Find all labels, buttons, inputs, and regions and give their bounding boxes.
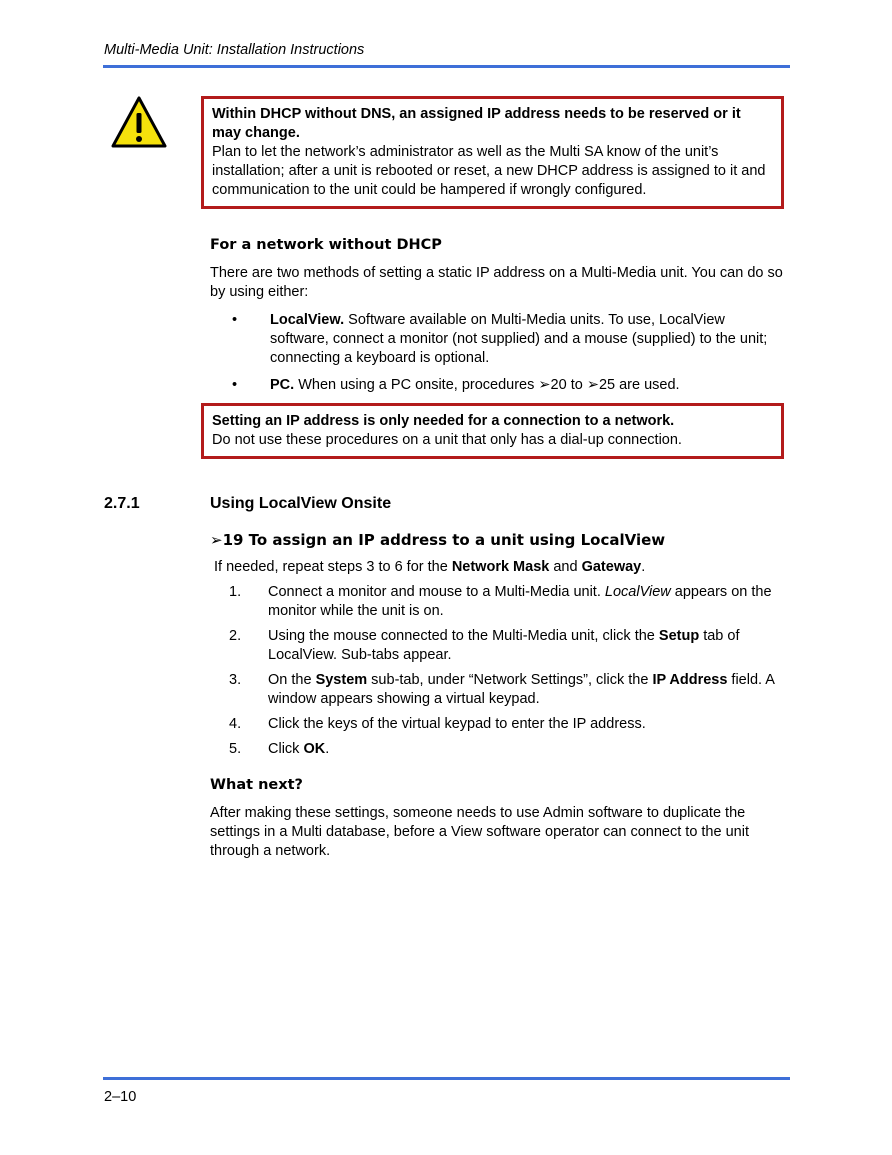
bullet-localview: LocalView. Software available on Multi-Media units. To use, LocalView software, connect a monitor (not supplied) and a mouse (supplied) to the unit; connecting a keyboard is optional. <box>270 312 768 366</box>
warning-box <box>201 96 784 209</box>
procedure-heading: ➢19 To assign an IP address to a unit using LocalView <box>210 531 666 549</box>
warning-triangle-icon <box>110 95 168 149</box>
step-2: Using the mouse connected to the Multi-Media unit, click the Setup tab of LocalView. Sub-tabs appear. <box>268 628 740 663</box>
what-next-text: After making these settings, someone needs to use Admin software to duplicate the settings in a Multi database, before a View software operator can connect to the unit through a network. <box>210 805 749 859</box>
note-bold: Setting an IP address is only needed for a connection to a network. <box>212 413 675 429</box>
no-dhcp-intro: There are two methods of setting a static IP address on a Multi-Media unit. You can do so by using either: <box>210 265 783 300</box>
step-1: Connect a monitor and mouse to a Multi-Media unit. LocalView appears on the monitor while the unit is on. <box>268 584 772 619</box>
bullet-symbol: • <box>232 377 238 393</box>
step-number: 1. <box>229 584 242 600</box>
note-text: Do not use these procedures on a unit that only has a dial-up connection. <box>212 432 682 448</box>
page-number: 2–10 <box>104 1089 137 1105</box>
step-4: Click the keys of the virtual keypad to enter the IP address. <box>268 716 646 732</box>
warning-bold: Within DHCP without DNS, an assigned IP address needs to be reserved or it may change. <box>212 106 741 141</box>
bullet-pc: PC. When using a PC onsite, procedures ➢20 to ➢25 are used. <box>270 377 680 393</box>
step-number: 5. <box>229 741 242 757</box>
step-3: On the System sub-tab, under “Network Settings”, click the IP Address field. A window appears showing a virtual keypad. <box>268 672 775 707</box>
section-title: Using LocalView Onsite <box>210 495 392 512</box>
footer-rule <box>103 1077 790 1080</box>
note-box <box>201 403 784 459</box>
what-next-heading: What next? <box>210 777 303 793</box>
step-number: 3. <box>229 672 242 688</box>
procedure-intro: If needed, repeat steps 3 to 6 for the Network Mask and Gateway. <box>214 559 646 575</box>
no-dhcp-heading: For a network without DHCP <box>210 237 442 253</box>
step-number: 2. <box>229 628 242 644</box>
step-number: 4. <box>229 716 242 732</box>
running-header: Multi-Media Unit: Installation Instructions <box>104 42 365 58</box>
warning-text: Plan to let the network’s administrator as well as the Multi SA know of the unit’s installation; after a unit is rebooted or reset, a new DHCP address is assigned to it and communication to the unit could be hampered if wrongly configured. <box>212 144 766 198</box>
section-number: 2.7.1 <box>104 495 140 512</box>
header-rule <box>103 65 790 68</box>
step-5: Click OK. <box>268 741 330 757</box>
bullet-symbol: • <box>232 312 238 328</box>
